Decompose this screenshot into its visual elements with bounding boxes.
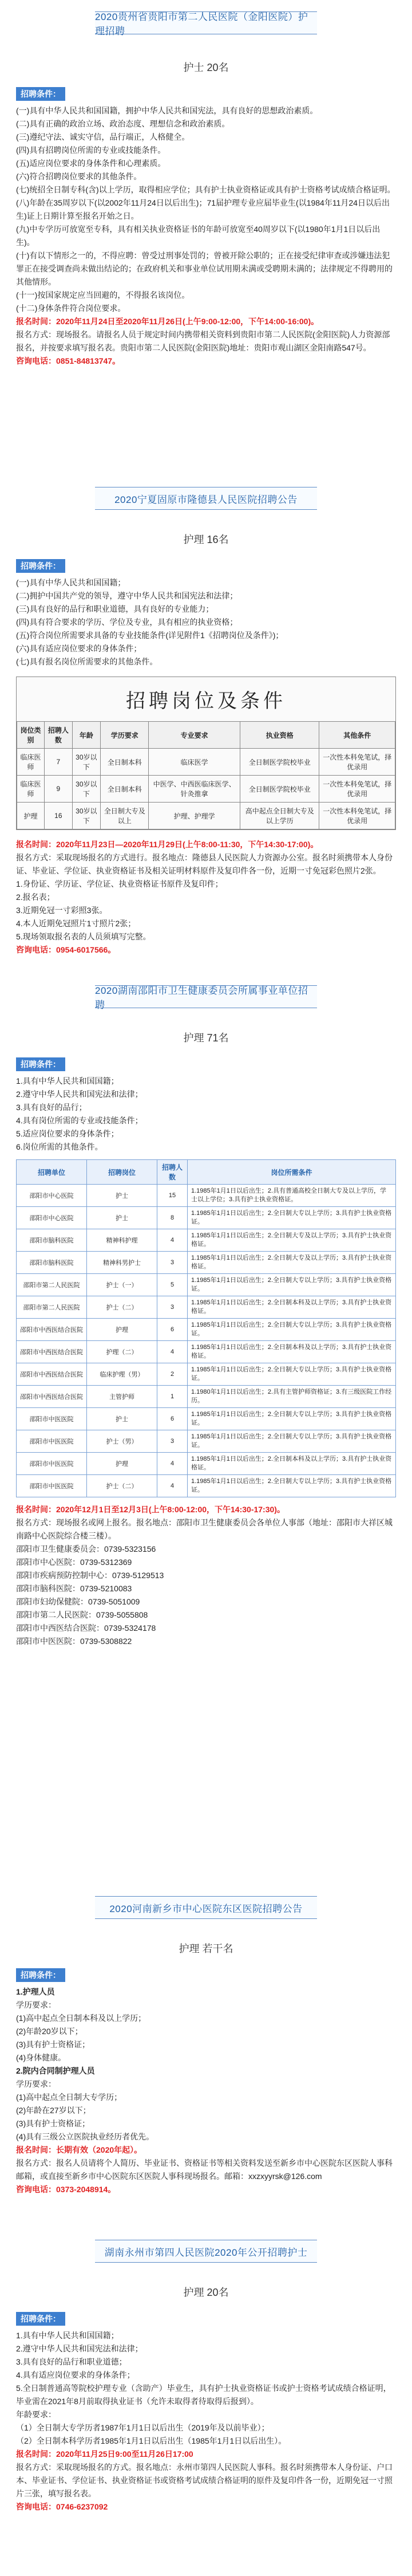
jobs-table-image <box>16 677 396 830</box>
table-cell: 中医学、中西医临床医学、针灸推拿 <box>149 776 240 803</box>
table-cell: 1.1985年1月1日以后出生；2.全日制大专以上学历；3.具有护士执业资格证。 <box>188 1319 396 1341</box>
condition-line: (4)身体健康。 <box>16 2053 66 2062</box>
condition-line: (2)年龄20岁以下； <box>16 2027 83 2036</box>
table-cell: 16 <box>45 803 72 829</box>
table-row <box>17 1386 396 1408</box>
condition-line: (三)具有良好的品行和职业道德，具有良好的专业能力； <box>16 604 214 613</box>
table-row <box>17 1475 396 1497</box>
table-cell: 1.1985年1月1日以后出生；2.全日制大专及以上学历；3.具有护士执业资格证。 <box>188 1252 396 1274</box>
condition-line: 学历要求： <box>16 2079 56 2089</box>
job-section-xinxiang <box>0 1896 412 2196</box>
contact-line: 邵阳市脑科医院：0739-5210083 <box>16 1584 132 1593</box>
contact-line: 邵阳市第二人民医院：0739-5055808 <box>16 1610 148 1619</box>
table-row <box>17 1274 396 1296</box>
contact-line: 邵阳市妇幼保健院：0739-5051009 <box>16 1597 140 1606</box>
condition-line: (一)具有中华人民共和国国籍； <box>16 578 126 587</box>
table-cell: 邵阳市中医医院 <box>17 1475 87 1497</box>
condition-line: 1.护理人员 <box>16 1987 55 1996</box>
contact-line: 邵阳市疾病预防控制中心：0739-5129513 <box>16 1571 164 1580</box>
table-cell: 护士 <box>87 1185 157 1207</box>
condition-line: 学历要求： <box>16 2000 56 2009</box>
condition-line: 1.具有中华人民共和国国籍； <box>16 1076 119 1086</box>
table-cell: 护理、护理学 <box>149 803 240 829</box>
condition-line: (十二)身体条件符合岗位要求。 <box>16 304 126 313</box>
table-cell: 邵阳市中医医院 <box>17 1430 87 1453</box>
table-cell: 护士（男） <box>87 1430 157 1453</box>
table-cell: 30岁以下 <box>72 803 100 829</box>
table-cell: 6 <box>157 1319 188 1341</box>
condition-line: (六)符合招聘岗位要求的其他条件。 <box>16 172 142 181</box>
registration-time: 报名时间：长期有效（2020年起）。 <box>16 2145 142 2154</box>
table-cell: 15 <box>157 1185 188 1207</box>
section-subtitle: 护理 16名 <box>183 534 229 545</box>
table-cell: 9 <box>45 776 72 803</box>
table-cell: 邵阳市脑科医院 <box>17 1229 87 1252</box>
table-cell: 1.1985年1月1日以后出生；2.全日制大专以上学历；3.具有护士执业资格证。 <box>188 1274 396 1296</box>
table-cell: 精神科护理 <box>87 1229 157 1252</box>
table-cell: 邵阳市中西医结合医院 <box>17 1319 87 1341</box>
contact-line: 邵阳市中医医院：0739-5308822 <box>16 1637 132 1646</box>
conditions-label: 招聘条件： <box>16 559 65 573</box>
material-line: 4.本人近期免冠照片1寸照片2张； <box>16 919 136 928</box>
table-cell: 全日制医学院校毕业 <box>240 776 319 803</box>
table-cell: 护士（一） <box>87 1274 157 1296</box>
job-section-guiyang <box>0 11 412 368</box>
condition-line: 2.院内合同制护理人员 <box>16 2066 95 2075</box>
table-row <box>17 1229 396 1252</box>
table-cell: 邵阳市中医医院 <box>17 1453 87 1475</box>
table-cell: 邵阳市中医医院 <box>17 1408 87 1430</box>
jobs-table <box>16 1159 396 1497</box>
condition-line: (十)有以下情形之一的，不得应聘：曾受过刑事处罚的；曾被开除公职的；正在接受纪律审查或涉嫌违法犯罪正在接受调查尚未做出结论的；在政府机关和事业单位试用期未满或受聘期未满的；法律规定不得聘用的其他情形。 <box>16 251 393 286</box>
jobs-table <box>17 721 395 829</box>
table-cell: 4 <box>157 1229 188 1252</box>
job-section-shaoyang <box>0 985 412 1648</box>
table-cell: 护理 <box>17 803 45 829</box>
table-cell: 临床医师 <box>17 776 45 803</box>
table-cell: 2 <box>157 1363 188 1386</box>
table-cell: 1.1985年1月1日以后出生；2.全日制大专及以上学历；3.具有护士执业资格证。 <box>188 1229 396 1252</box>
conditions-label: 招聘条件： <box>16 2312 65 2326</box>
section-subtitle: 护理 20名 <box>183 2287 229 2298</box>
table-row <box>17 1363 396 1386</box>
condition-line: (2)年龄在27岁以下； <box>16 2106 91 2115</box>
table-cell: 护士（二） <box>87 1475 157 1497</box>
table-cell: 邵阳市中西医结合医院 <box>17 1363 87 1386</box>
table-cell: 1.1980年1月1日以后出生；2.具有主管护师资格证；3.有三级医院工作经历。 <box>188 1386 396 1408</box>
table-row <box>17 803 395 829</box>
condition-line: (七)统招全日制专科(含)以上学历，取得相应学位；具有护士执业资格证或具有护士资格考试成绩合格证明。 <box>16 185 395 194</box>
table-cell: 4 <box>157 1341 188 1363</box>
registration-method: 报名方式：现场报名。请报名人员于规定时间内携带相关资料到贵阳市第二人民医院(金阳医院)人力资源部报名，并按要求填写报名表。贵阳市第二人民医院(金阳医院)地址：贵阳市观山湖区金阳南路547号。 <box>16 330 390 352</box>
table-row <box>17 1185 396 1207</box>
material-line: 3.近期免冠一寸彩照3张。 <box>16 906 108 915</box>
table-cell: 4 <box>157 1475 188 1497</box>
table-cell: 8 <box>157 1207 188 1229</box>
table-cell: 临床医学 <box>149 749 240 776</box>
table-cell: 1.1985年1月1日以后出生；2.全日制大专以上学历；3.具有护士执业资格证。 <box>188 1363 396 1386</box>
table-cell: 临床护理（男） <box>87 1363 157 1386</box>
table-header: 学历要求 <box>101 722 149 749</box>
table-row <box>17 749 395 776</box>
table-cell: 邵阳市第二人民医院 <box>17 1274 87 1296</box>
condition-line: 3.具有良好的品行和职业道德； <box>16 2357 127 2366</box>
table-cell: 一次性本科免笔试，择优录用 <box>319 803 395 829</box>
table-cell: 全日制医学院校毕业 <box>240 749 319 776</box>
table-header: 招聘人数 <box>45 722 72 749</box>
table-cell: 一次性本科免笔试，择优录用 <box>319 749 395 776</box>
contact-line: 邵阳市中心医院：0739-5312369 <box>16 1558 132 1567</box>
condition-line: (六)具有适应岗位要求的身体条件； <box>16 644 142 653</box>
table-cell: 6 <box>157 1408 188 1430</box>
condition-line: (五)符合岗位所需要求具备的专业技能条件(详见附件1《招聘岗位及条件》)； <box>16 631 284 640</box>
condition-line: (3)具有护士资格证； <box>16 2040 90 2049</box>
condition-line: （2）全日制本科学历者1985年1月1日以后出生（1985年1月1日以后出生）。 <box>16 2436 287 2445</box>
section-banner: 2020湖南邵阳市卫生健康委员会所属事业单位招聘 <box>95 985 317 1008</box>
table-cell: 30岁以下 <box>72 749 100 776</box>
condition-line: 5.全日制普通高等院校护理专业（含助产）毕业生，具有护士执业资格证书或护士资格考试成绩合格证明，毕业需在2021年8月前取得执业证书（允许未取得者待取得后报到）。 <box>16 2384 391 2406</box>
table-header: 招聘单位 <box>17 1160 87 1185</box>
condition-line: (八)年龄在35周岁以下(以2002年11月24日以后出生)；71届护理专业应届毕业生(以1984年11月24日以后出生)证上日期计算至报名开始之日。 <box>16 198 390 221</box>
condition-line: (四)具有符合要求的学历、学位及专业，具有相应的执业资格； <box>16 618 238 627</box>
registration-time: 报名时间：2020年11月25日9:00至11月26日17:00 <box>16 2449 193 2459</box>
table-cell: 全日制本科 <box>101 749 149 776</box>
table-header: 岗位类别 <box>17 722 45 749</box>
table-cell: 邵阳市中西医结合医院 <box>17 1386 87 1408</box>
table-cell: 1.1985年1月1日以后出生；2.全日制本科及以上学历；3.具有护士执业资格证。 <box>188 1453 396 1475</box>
section-subtitle: 护理 71名 <box>183 1032 229 1044</box>
section-banner: 2020贵州省贵阳市第二人民医院（金阳医院）护理招聘 <box>95 11 317 34</box>
table-header: 岗位所需条件 <box>188 1160 396 1185</box>
table-row <box>17 1430 396 1453</box>
condition-line: (二)拥护中国共产党的领导，遵守中华人民共和国宪法和法律； <box>16 591 238 600</box>
condition-line: 1.具有中华人民共和国国籍； <box>16 2331 119 2340</box>
table-cell: 邵阳市中西医结合医院 <box>17 1341 87 1363</box>
condition-line: 2.遵守中华人民共和国宪法和法律； <box>16 1090 143 1099</box>
section-banner: 2020河南新乡市中心医院东区医院招聘公告 <box>95 1896 317 1919</box>
consult-phone: 咨询电话：0746-6237092 <box>16 2502 108 2511</box>
table-cell: 1.1985年1月1日以后出生；2.全日制大专以上学历；3.具有护士执业资格证。 <box>188 1430 396 1453</box>
table-cell: 主管护师 <box>87 1386 157 1408</box>
registration-method: 报名方式：报名人员请将个人简历、毕业证书、资格证书等相关资料发送至新乡市中心医院东区医院人事科邮箱，或直接至新乡市中心医院东区医院人事科现场报名。邮箱：xxzxyyrsk@126.com <box>16 2158 393 2181</box>
table-cell: 7 <box>45 749 72 776</box>
condition-line: (3)具有护士资格证； <box>16 2119 90 2128</box>
table-header: 其他条件 <box>319 722 395 749</box>
table-cell: 4 <box>157 1453 188 1475</box>
condition-line: (4)具有三级公立医院执业经历者优先。 <box>16 2132 154 2141</box>
registration-time: 报名时间：2020年11月24日至2020年11月26日(上午9:00-12:00，下午14:00-16:00)。 <box>16 317 319 326</box>
condition-line: 5.适应岗位要求的身体条件； <box>16 1129 119 1138</box>
registration-method: 报名方式：采取现场报名的方式进行。报名地点：隆德县人民医院人力资源办公室。报名时须携带本人身份证、毕业证、学位证、执业资格证书及相关证明材料原件及复印件各一份，近期一寸免冠彩色照片2张。 <box>16 853 393 875</box>
condition-line: (十一)按国家规定应当回避的，不得报名该岗位。 <box>16 290 190 300</box>
table-cell: 护士（二） <box>87 1296 157 1319</box>
table-cell: 1.1985年1月1日以后出生；2.全日制大专以上学历；3.具有护士执业资格证。 <box>188 1207 396 1229</box>
conditions-label: 招聘条件： <box>16 87 65 101</box>
table-cell: 护理 <box>87 1319 157 1341</box>
table-title: 招聘岗位及条件 <box>126 690 286 713</box>
table-row <box>17 1319 396 1341</box>
condition-line: 6.岗位所需的其他条件。 <box>16 1142 103 1151</box>
contact-line: 邵阳市卫生健康委员会：0739-5323156 <box>16 1544 156 1554</box>
table-cell: 1.1985年1月1日以后出生；2.全日制本科及以上学历；3.具有护士执业资格证。 <box>188 1341 396 1363</box>
condition-line: (二)具有正确的政治立场、政治态度、理想信念和政治素质。 <box>16 119 230 128</box>
table-row <box>17 1252 396 1274</box>
table-cell: 高中起点全日制大专及以上学历 <box>240 803 319 829</box>
material-line: 5.现场领取报名表的人员须填写完整。 <box>16 932 151 941</box>
table-cell: 护理（二） <box>87 1341 157 1363</box>
table-cell: 3 <box>157 1296 188 1319</box>
condition-line: (七)具有报名岗位所需要求的其他条件。 <box>16 657 158 666</box>
table-row <box>17 776 395 803</box>
table-cell: 护士 <box>87 1408 157 1430</box>
conditions-label: 招聘条件： <box>16 1968 65 1982</box>
condition-line: (九)中专学历可放宽至专科，具有相关执业资格证书的年龄可放宽至40周岁以下(以1980年1月1日以后出生)。 <box>16 225 381 247</box>
condition-line: (五)适应岗位要求的身体条件和心理素质。 <box>16 159 166 168</box>
table-header: 年龄 <box>72 722 100 749</box>
table-cell: 护理 <box>87 1453 157 1475</box>
table-cell: 一次性本科免笔试，择优录用 <box>319 776 395 803</box>
table-cell: 30岁以下 <box>72 776 100 803</box>
contact-line: 邵阳市中西医结合医院：0739-5324178 <box>16 1623 156 1633</box>
conditions-label: 招聘条件： <box>16 1057 65 1071</box>
table-row <box>17 1453 396 1475</box>
table-cell: 邵阳市中心医院 <box>17 1207 87 1229</box>
section-subtitle: 护士 20名 <box>183 62 229 73</box>
table-cell: 1.1985年1月1日以后出生；2.具有普通高校全日制大专及以上学历，学士以上学位；3.具有护士执业资格证。 <box>188 1185 396 1207</box>
table-cell: 临床医师 <box>17 749 45 776</box>
condition-line: (三)遵纪守法、诚实守信，品行端正，人格健全。 <box>16 132 190 141</box>
table-header: 专业要求 <box>149 722 240 749</box>
consult-phone: 咨询电话：0851-84813747。 <box>16 356 121 365</box>
condition-line: 年龄要求： <box>16 2410 56 2419</box>
table-cell: 全日制大专及以上 <box>101 803 149 829</box>
condition-line: (一)具有中华人民共和国国籍，拥护中华人民共和国宪法，具有良好的思想政治素质。 <box>16 106 318 115</box>
table-cell: 精神科男护士 <box>87 1252 157 1274</box>
condition-line: （1）全日制大专学历者1987年1月1日以后出生（2019年及以前毕业）； <box>16 2423 270 2432</box>
registration-time: 报名时间：2020年12月1日至12月3日(上午8:00-12:00，下午14:30-17:30)。 <box>16 1505 285 1514</box>
table-cell: 全日制本科 <box>101 776 149 803</box>
condition-line: 2.遵守中华人民共和国宪法和法律； <box>16 2344 143 2353</box>
table-header: 招聘人数 <box>157 1160 188 1185</box>
table-row <box>17 1207 396 1229</box>
table-cell: 邵阳市中心医院 <box>17 1185 87 1207</box>
registration-time: 报名时间：2020年11月23日—2020年11月29日(上午8:00-11:30，下午14:30-17:00)。 <box>16 840 319 849</box>
job-section-longde <box>0 487 412 957</box>
table-cell: 1.1985年1月1日以后出生；2.全日制大专以上学历；3.具有护士执业资格证。 <box>188 1408 396 1430</box>
condition-line: (1)高中起点全日制大专学历； <box>16 2093 122 2102</box>
table-cell: 护士 <box>87 1207 157 1229</box>
consult-phone: 咨询电话：0954-6017566。 <box>16 945 116 954</box>
table-header: 招聘岗位 <box>87 1160 157 1185</box>
table-cell: 1 <box>157 1386 188 1408</box>
condition-line: 4.具有适应岗位要求的身体条件； <box>16 2370 135 2380</box>
registration-method: 报名方式：采取现场报名的方式。报名地点：永州市第四人民医院人事科。报名时须携带本人身份证、户口本、毕业证书、学位证书、执业资格证书或资格考试成绩合格证明的原件及复印件各一份，近期免冠一寸照片三张，填写报名表。 <box>16 2463 393 2498</box>
table-cell: 5 <box>157 1274 188 1296</box>
condition-line: 4.具有岗位所需的专业或技能条件； <box>16 1116 143 1125</box>
table-cell: 邵阳市脑科医院 <box>17 1252 87 1274</box>
section-banner: 2020宁夏固原市隆德县人民医院招聘公告 <box>95 487 317 510</box>
table-row <box>17 1296 396 1319</box>
consult-phone: 咨询电话：0373-2048914。 <box>16 2185 116 2194</box>
registration-method: 报名方式：现场报名或网上报名。报名地点：邵阳市卫生健康委员会各单位人事部（地址：邵阳市大祥区城南路中心医院综合楼三楼）。 <box>16 1518 393 1540</box>
table-cell: 1.1985年1月1日以后出生；2.全日制本科及以上学历；3.具有护士执业资格证。 <box>188 1296 396 1319</box>
table-row <box>17 1341 396 1363</box>
section-subtitle: 护理 若干名 <box>179 1943 233 1954</box>
material-line: 1.身份证、学历证、学位证、执业资格证书原件及复印件； <box>16 879 223 888</box>
section-banner: 湖南永州市第四人民医院2020年公开招聘护士 <box>95 2240 317 2263</box>
condition-line: 3.具有良好的品行； <box>16 1103 87 1112</box>
table-cell: 邵阳市第二人民医院 <box>17 1296 87 1319</box>
table-cell: 3 <box>157 1252 188 1274</box>
table-row <box>17 1408 396 1430</box>
job-section-yongzhou <box>0 2240 412 2514</box>
condition-line: (四)具有招聘岗位所需的专业或技能条件。 <box>16 145 166 155</box>
condition-line: (1)高中起点全日制本科及以上学历； <box>16 2013 146 2023</box>
table-cell: 1.1985年1月1日以后出生；2.全日制大专以上学历；3.具有护士执业资格证。 <box>188 1475 396 1497</box>
table-cell: 3 <box>157 1430 188 1453</box>
table-header: 执业资格 <box>240 722 319 749</box>
material-line: 2.报名表； <box>16 892 55 902</box>
